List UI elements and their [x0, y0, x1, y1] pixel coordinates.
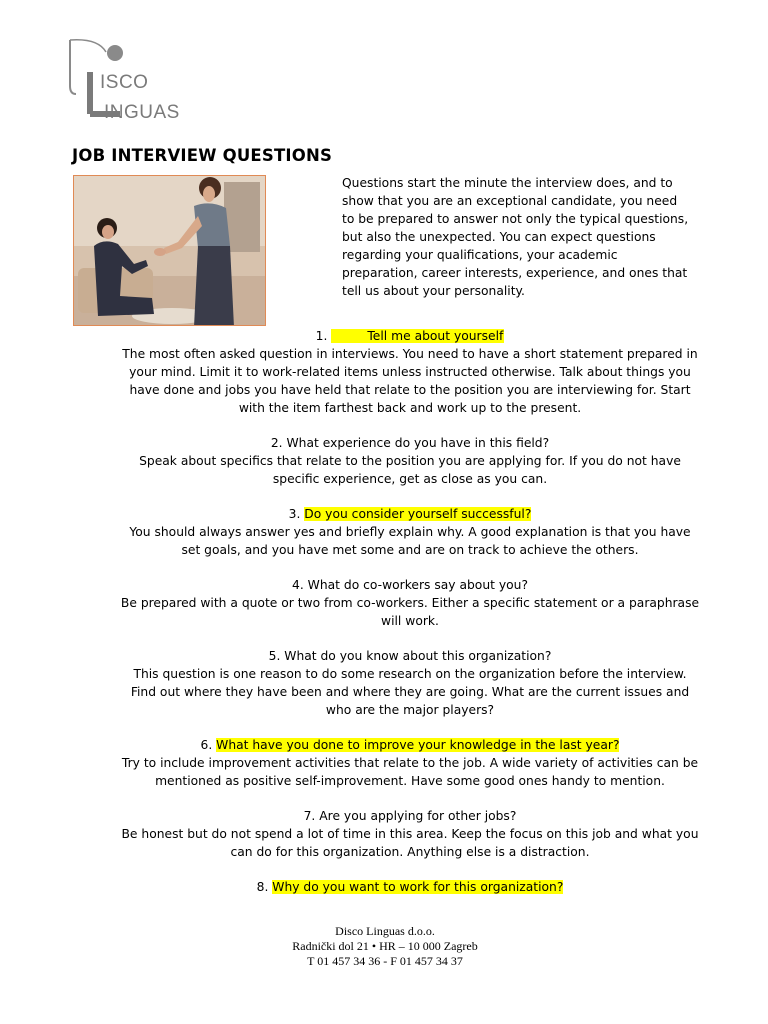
question-text: Are you applying for other jobs? [319, 809, 517, 823]
footer-phone: T 01 457 34 36 - F 01 457 34 37 [307, 954, 463, 968]
question-heading [120, 505, 700, 523]
question-number: 3. [288, 507, 301, 521]
question-list [120, 327, 700, 913]
page-title: JOB INTERVIEW QUESTIONS [72, 146, 333, 165]
question-number: 1. [315, 329, 328, 343]
question-answer: Speak about specifics that relate to the position you are applying for. If you do not have specific experience, get as close as you can. [139, 454, 681, 486]
question-item-7 [120, 807, 700, 861]
question-number: 6. [200, 738, 213, 752]
question-item-3 [120, 505, 700, 559]
question-heading [120, 647, 700, 665]
question-text: Do you consider yourself successful? [304, 507, 532, 521]
handshake-photo [73, 175, 266, 326]
question-heading [120, 434, 700, 452]
question-answer: This question is one reason to do some research on the organization before the interview. Find out where they have been and where they are going. What are the current issues and who are the major players? [130, 667, 690, 717]
question-text: Tell me about yourself [331, 329, 504, 343]
question-number: 4. [292, 578, 304, 592]
question-text: What do co-workers say about you? [307, 578, 528, 592]
intro-paragraph: Questions start the minute the interview does, and to show that you are an exceptional candidate, you need to be prepared to answer not only the typical questions, but also the unexpected. You can expect questions regarding your qualifications, your academic preparation, career interests, experience, and ones that tell us about your personality. [342, 176, 689, 298]
question-answer: The most often asked question in interviews. You need to have a short statement prepared in your mind. Limit it to work-related items unless instructed otherwise. Talk about things you have done and jobs you have held that relate to the position you are interviewing for. Start with the item farthest back and work up to the present. [122, 347, 698, 415]
question-item-6 [120, 736, 700, 790]
question-text: What have you done to improve your knowledge in the last year? [216, 738, 620, 752]
question-number: 2. [270, 436, 283, 450]
question-answer: Try to include improvement activities that relate to the job. A wide variety of activities can be mentioned as positive self-improvement. Have some good ones handy to mention. [121, 756, 699, 788]
question-item-8 [120, 878, 700, 896]
question-text: What experience do you have in this field? [286, 436, 550, 450]
question-heading [120, 327, 700, 345]
question-text: Why do you want to work for this organization? [272, 880, 564, 894]
question-heading [120, 878, 700, 896]
logo-text-top: ISCO [100, 72, 149, 93]
question-heading [120, 807, 700, 825]
question-item-1 [120, 327, 700, 417]
question-number: 7. [303, 809, 316, 823]
question-answer: Be prepared with a quote or two from co-workers. Either a specific statement or a paraphrase will work. [120, 596, 700, 628]
footer-company: Disco Linguas d.o.o. [335, 924, 435, 938]
question-heading [120, 736, 700, 754]
question-heading [120, 576, 700, 594]
question-item-2 [120, 434, 700, 488]
question-answer: You should always answer yes and briefly explain why. A good explanation is that you have set goals, and you have met some and are on track to achieve the others. [129, 525, 691, 557]
question-number: 8. [256, 880, 269, 894]
question-item-5 [120, 647, 700, 719]
question-number: 5. [268, 649, 281, 663]
footer-address: Radnički dol 21 • HR – 10 000 Zagreb [292, 939, 478, 953]
question-text: What do you know about this organization? [284, 649, 552, 663]
question-answer: Be honest but do not spend a lot of time in this area. Keep the focus on this job and what you can do for this organization. Anything else is a distraction. [121, 827, 699, 859]
disco-linguas-logo [62, 34, 202, 130]
question-item-4 [120, 576, 700, 630]
page-footer [200, 924, 570, 969]
logo-text-bottom: INGUAS [104, 102, 180, 123]
